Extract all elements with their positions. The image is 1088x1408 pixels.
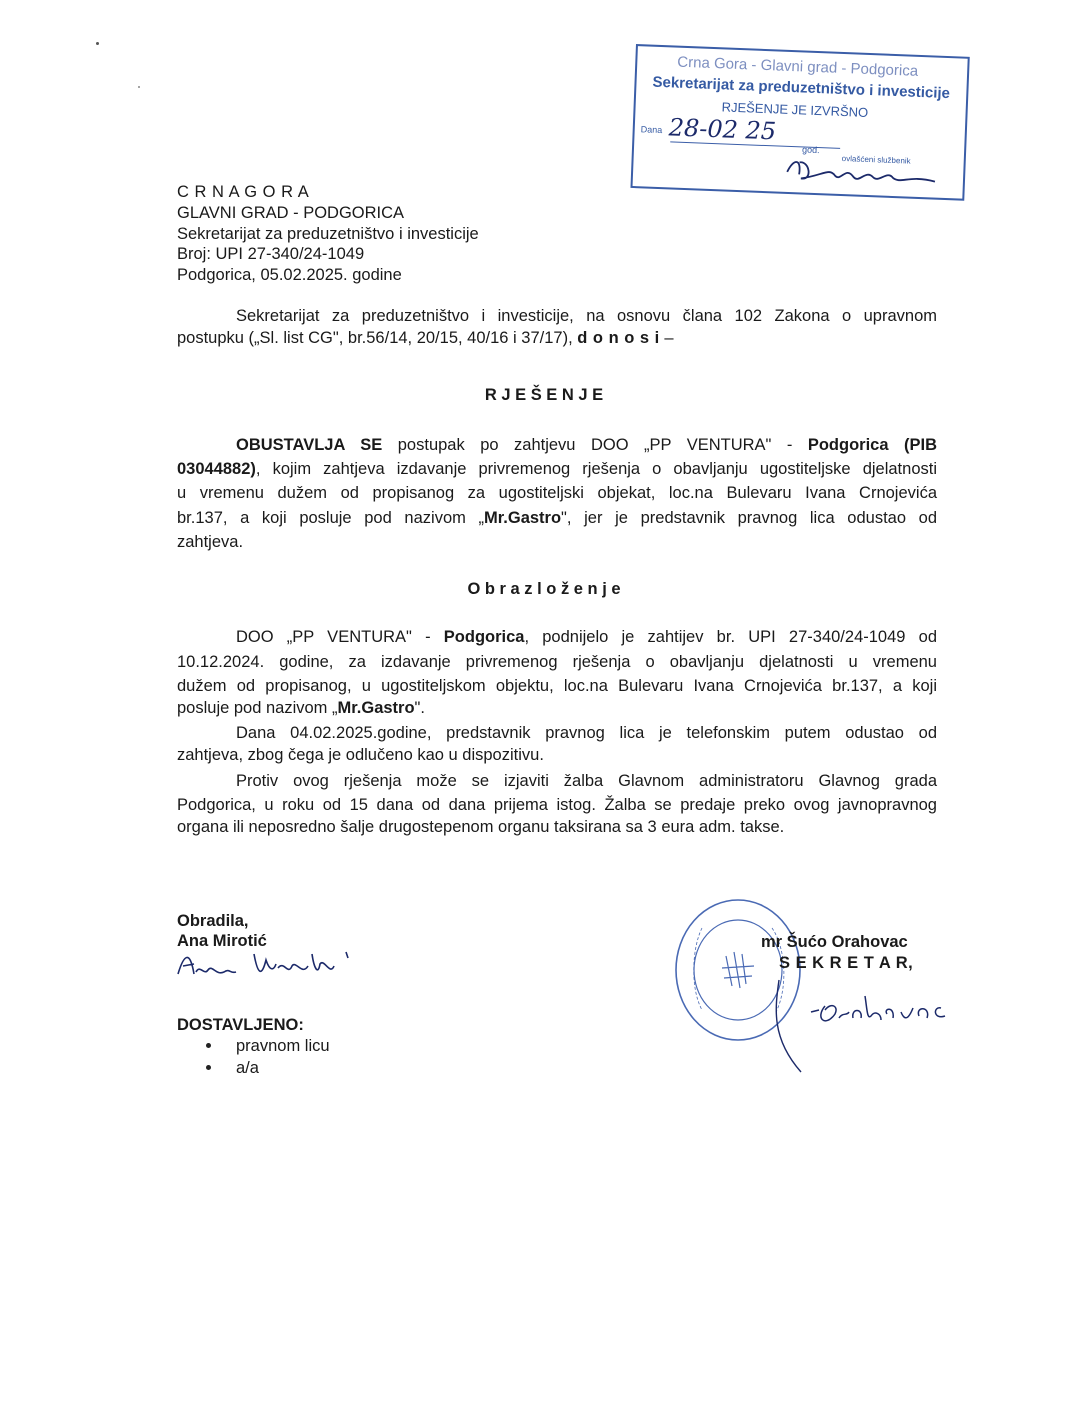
reasoning-p1-line-3: dužem od propisanog, u ugostiteljskom objektu, loc.na Bulevaru Ivana Crnojevića br.137, a koji xyxy=(177,677,937,695)
reasoning-p2-line-2: zahtjeva, zbog čega je odlučeno kao u dispozitivu. xyxy=(177,746,544,764)
bullet-icon xyxy=(206,1043,211,1048)
header-department: Sekretarijat za preduzetništvo i investicije xyxy=(177,225,479,243)
secretary-name: mr Šućo Orahovac xyxy=(761,933,908,951)
bullet-icon xyxy=(206,1065,211,1070)
header-city: GLAVNI GRAD - PODGORICA xyxy=(177,204,405,222)
reasoning-p3-line-3: organa ili neposredno šalje drugostepenom organu taksirana sa 3 eura adm. takse. xyxy=(177,818,785,836)
decision-title: R J E Š E N J E xyxy=(484,386,604,404)
prepared-label: Obradila, xyxy=(177,912,249,930)
decision-line-1: OBUSTAVLJA SE postupak po zahtjevu DOO „PP VENTURA" - Podgorica (PIB xyxy=(236,436,937,454)
intro-line-1: Sekretarijat za preduzetništvo i investicije, na osnovu člana 102 Zakona o upravnom xyxy=(236,307,937,325)
stamp-god-label: god. xyxy=(801,144,820,156)
reasoning-p3-line-2: Podgorica, u roku od 15 dana od dana prijema istog. Žalba se predaje preko ovog javnopravnog xyxy=(177,796,937,814)
header-country: C R N A G O R A xyxy=(177,183,310,201)
delivered-item-2: a/a xyxy=(236,1059,259,1077)
stamp-officer-signature-icon xyxy=(783,152,944,192)
reasoning-p1-line-2: 10.12.2024. godine, za izdavanje privremenog rješenja o obavljanju djelatnosti u vremenu xyxy=(177,653,937,671)
prepared-signature-icon xyxy=(174,946,364,980)
stamp-line-1: Crna Gora - Glavni grad - Podgorica xyxy=(677,53,919,80)
secretary-signature-icon xyxy=(755,978,975,1074)
reasoning-p1-line-4: posluje pod nazivom „Mr.Gastro". xyxy=(177,699,425,717)
reasoning-title: O b r a z l o ž e n j e xyxy=(467,580,621,598)
delivered-item-1: pravnom licu xyxy=(236,1037,330,1055)
reasoning-p1-line-1: DOO „PP VENTURA" - Podgorica, podnijelo je zahtijev br. UPI 27-340/24-1049 od xyxy=(236,628,937,646)
stamp-date-label: Dana xyxy=(640,124,663,136)
scan-speck xyxy=(138,86,140,88)
decision-line-4: br.137, a koji posluje pod nazivom „Mr.Gastro", jer je predstavnik pravnog lica odustao od xyxy=(177,509,938,527)
header-number: Broj: UPI 27-340/24-1049 xyxy=(177,245,365,263)
reasoning-p3-line-1: Protiv ovog rješenja može se izjaviti žalba Glavnom administratoru Glavnog grada xyxy=(236,772,937,790)
stamp-line-2: Sekretarijat za preduzetništvo i investicije xyxy=(652,73,951,103)
scan-speck xyxy=(96,42,99,45)
delivered-label: DOSTAVLJENO: xyxy=(177,1016,304,1034)
secretary-title: S E K R E T A R, xyxy=(779,954,914,972)
intro-line-2: postupku („Sl. list CG", br.56/14, 20/15, 40/16 i 37/17), d o n o s i – xyxy=(177,329,674,347)
stamp-line-3: RJEŠENJE JE IZVRŠNO xyxy=(721,99,869,120)
stamp-date-value: 28-02 25 xyxy=(668,113,777,146)
stamp-officer-label: ovlašćeni službenik xyxy=(841,153,911,166)
decision-line-2: 03044882), kojim zahtjeva izdavanje privremenog rješenja o obavljanju ugostiteljske djelatnosti xyxy=(177,460,937,478)
header-place-date: Podgorica, 05.02.2025. godine xyxy=(177,266,402,284)
reasoning-p2-line-1: Dana 04.02.2025.godine, predstavnik pravnog lica je telefonskim putem odustao od xyxy=(236,724,937,742)
prepared-name: Ana Mirotić xyxy=(177,932,267,950)
decision-line-5: zahtjeva. xyxy=(177,533,244,551)
executable-stamp xyxy=(630,44,969,201)
decision-line-3: u vremenu dužem od propisanog za ugostiteljski objekat, loc.na Bulevaru Ivana Crnojevića xyxy=(177,484,937,502)
